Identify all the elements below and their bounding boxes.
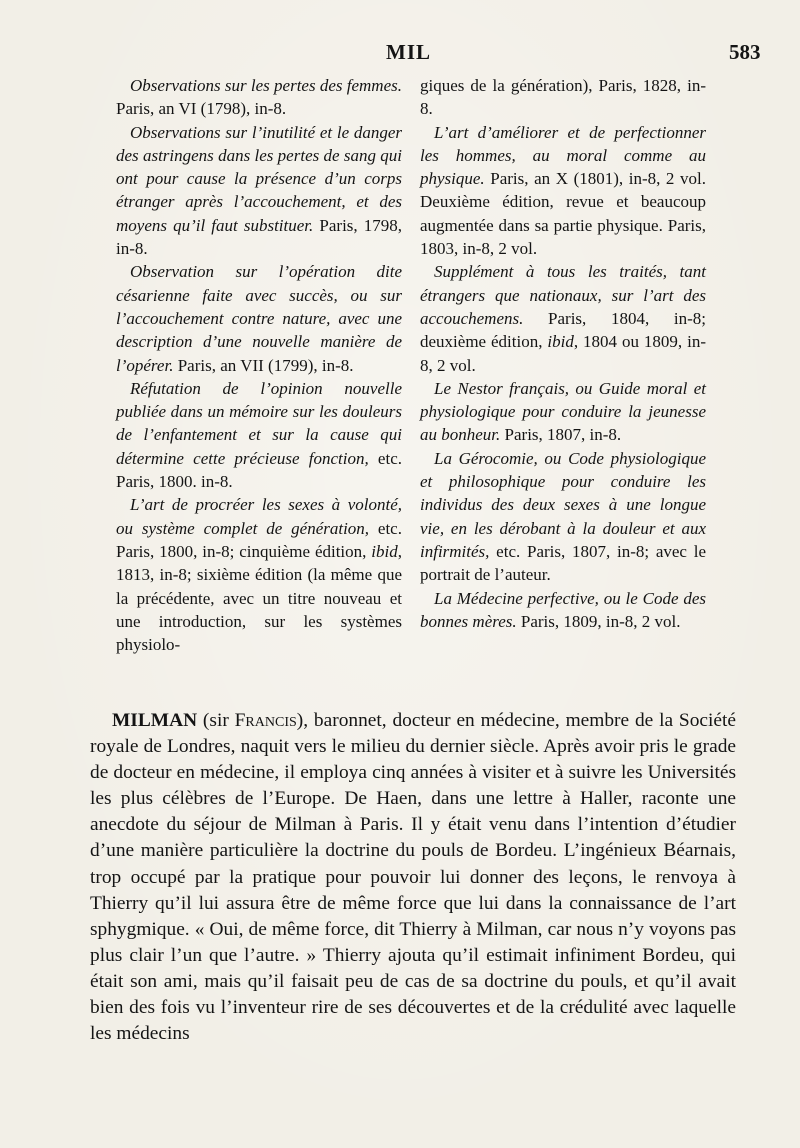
entry-imprint-text: Paris, 1798, in-8. bbox=[116, 215, 403, 259]
entry-title-text: L’art d’améliorer et de perfectionner les hommes, au moral comme au physique. bbox=[420, 122, 706, 189]
entry-title-text: Observations sur l’inutilité et le danger des astringens dans les pertes de sang qui ont pour cause la présence d’un corps étranger après l’accouchement, et des moyens qu’il faut substituer. bbox=[116, 122, 402, 235]
bibliography-entry bbox=[420, 121, 706, 261]
bibliography-entry bbox=[420, 587, 706, 634]
bibliography-entry bbox=[420, 260, 706, 376]
bibliography-columns bbox=[116, 74, 736, 694]
running-head bbox=[0, 40, 800, 70]
bibliography-entry bbox=[420, 447, 706, 587]
bibliography-left-column bbox=[116, 74, 402, 656]
entry-imprint-text: Paris, an VII (1799), in-8. bbox=[173, 355, 354, 375]
entry-title-text: ibid bbox=[547, 332, 574, 352]
entry-title-text: Observations sur les pertes des femmes. bbox=[130, 76, 402, 95]
entry-imprint-text: Paris, 1807, in-8. bbox=[500, 425, 622, 445]
article-forename: Francis bbox=[234, 710, 297, 731]
biography-article bbox=[90, 708, 736, 1047]
bibliography-entry bbox=[116, 260, 402, 376]
article-paragraph bbox=[90, 708, 736, 1047]
entry-title-text: Réfutation de l’opinion nouvelle publiée dans un mémoire sur les douleurs de l’enfantement et sur la cause qui détermine cette précieuse fonction, bbox=[116, 378, 402, 468]
entry-imprint-text: etc. Paris, 1800. in-8. bbox=[116, 448, 402, 492]
entry-title-text: ibid bbox=[371, 541, 398, 561]
article-headword: MILMAN bbox=[112, 710, 198, 731]
entry-imprint-text: giques de la génération), Paris, 1828, in-8. bbox=[420, 76, 706, 119]
entry-title-text: Supplément à tous les traités, tant étrangers que nationaux, sur l’art des accouchemens. bbox=[420, 262, 706, 328]
page-number: 583 bbox=[729, 40, 761, 64]
entry-imprint-text: Paris, an X (1801), in-8, 2 vol. Deuxième édition, revue et beaucoup augmentée dans sa partie physique. Paris, 1803, in-8, 2 vol. bbox=[420, 169, 706, 259]
entry-title-text: La Gérocomie, ou Code physiologique et philosophique pour conduire les individus des deux sexes à une longue vie, en les dérobant à la douleur et aux infirmités, bbox=[420, 448, 706, 561]
bibliography-right-column bbox=[420, 74, 706, 633]
entry-imprint-text: etc. Paris, 1800, in-8; cinquième édition, bbox=[116, 518, 402, 561]
entry-imprint-text: Paris, an VI (1798), in-8. bbox=[116, 99, 287, 119]
bibliography-entry bbox=[420, 74, 706, 121]
bibliography-entry bbox=[116, 121, 402, 261]
entry-imprint-text: , 1813, in-8; sixième édition (la même que la précédente, avec un titre nouveau et une introduction, sur les systèmes physiolo- bbox=[116, 541, 402, 655]
bibliography-entry bbox=[116, 377, 402, 493]
entry-title-text: L’art de procréer les sexes à volonté, ou système complet de génération, bbox=[116, 495, 402, 538]
bibliography-entry bbox=[420, 377, 706, 447]
bibliography-entry bbox=[116, 74, 402, 121]
entry-imprint-text: Paris, 1809, in-8, 2 vol. bbox=[516, 611, 681, 631]
entry-title-text: Le Nestor français, ou Guide moral et physiologique pour conduire la jeunesse au bonheur. bbox=[420, 378, 706, 445]
entry-title-text: Observation sur l’opération dite césarienne faite avec succès, ou sur l’accouchement contre nature, avec une description d’une nouvelle manière de l’opérer. bbox=[116, 262, 402, 375]
article-body: ), baronnet, docteur en médecine, membre de la Société royale de Londres, naquit vers le milieu du dernier siècle. Après avoir pris le grade de docteur en médecine, il employa cinq années à visiter et à suivre les Universités les plus célèbres de l’Europe. De Haen, dans une lettre à Haller, raconte une anecdote du séjour de Milman à Paris. Il y était venu dans l’intention d’étudier d’une manière particulière la doctrine du pouls de Bordeu. L’ingénieux Béarnais, trop occupé par la pratique pour pouvoir lui donner des leçons, le renvoya à Thierry qu’il lui assura être de même force que lui dans la connaissance de l’art sphygmique. « Oui, de même force, dit Thierry à Milman, car nous n’y voyons pas plus clair l’un que l’autre. » Thierry ajouta qu’il estimait infiniment Bordeu, qui était son ami, mais qu’il faisait peu de cas de sa doctrine du pouls, et qu’il avait bien des fois vu l’inventeur rire de ses découvertes et de la crédulité avec laquelle les médecins bbox=[90, 710, 736, 1045]
running-head-title: MIL bbox=[386, 40, 431, 64]
entry-imprint-text: Paris, 1804, in-8; deuxième édition, bbox=[420, 308, 706, 352]
article-open: (sir bbox=[197, 710, 235, 731]
bibliography-entry bbox=[116, 493, 402, 656]
entry-title-text: La Médecine perfective, ou le Code des bonnes mères. bbox=[420, 588, 706, 631]
entry-imprint-text: , 1804 ou 1809, in-8, 2 vol. bbox=[420, 332, 706, 375]
entry-imprint-text: etc. Paris, 1807, in-8; avec le portrait de l’auteur. bbox=[420, 541, 706, 585]
